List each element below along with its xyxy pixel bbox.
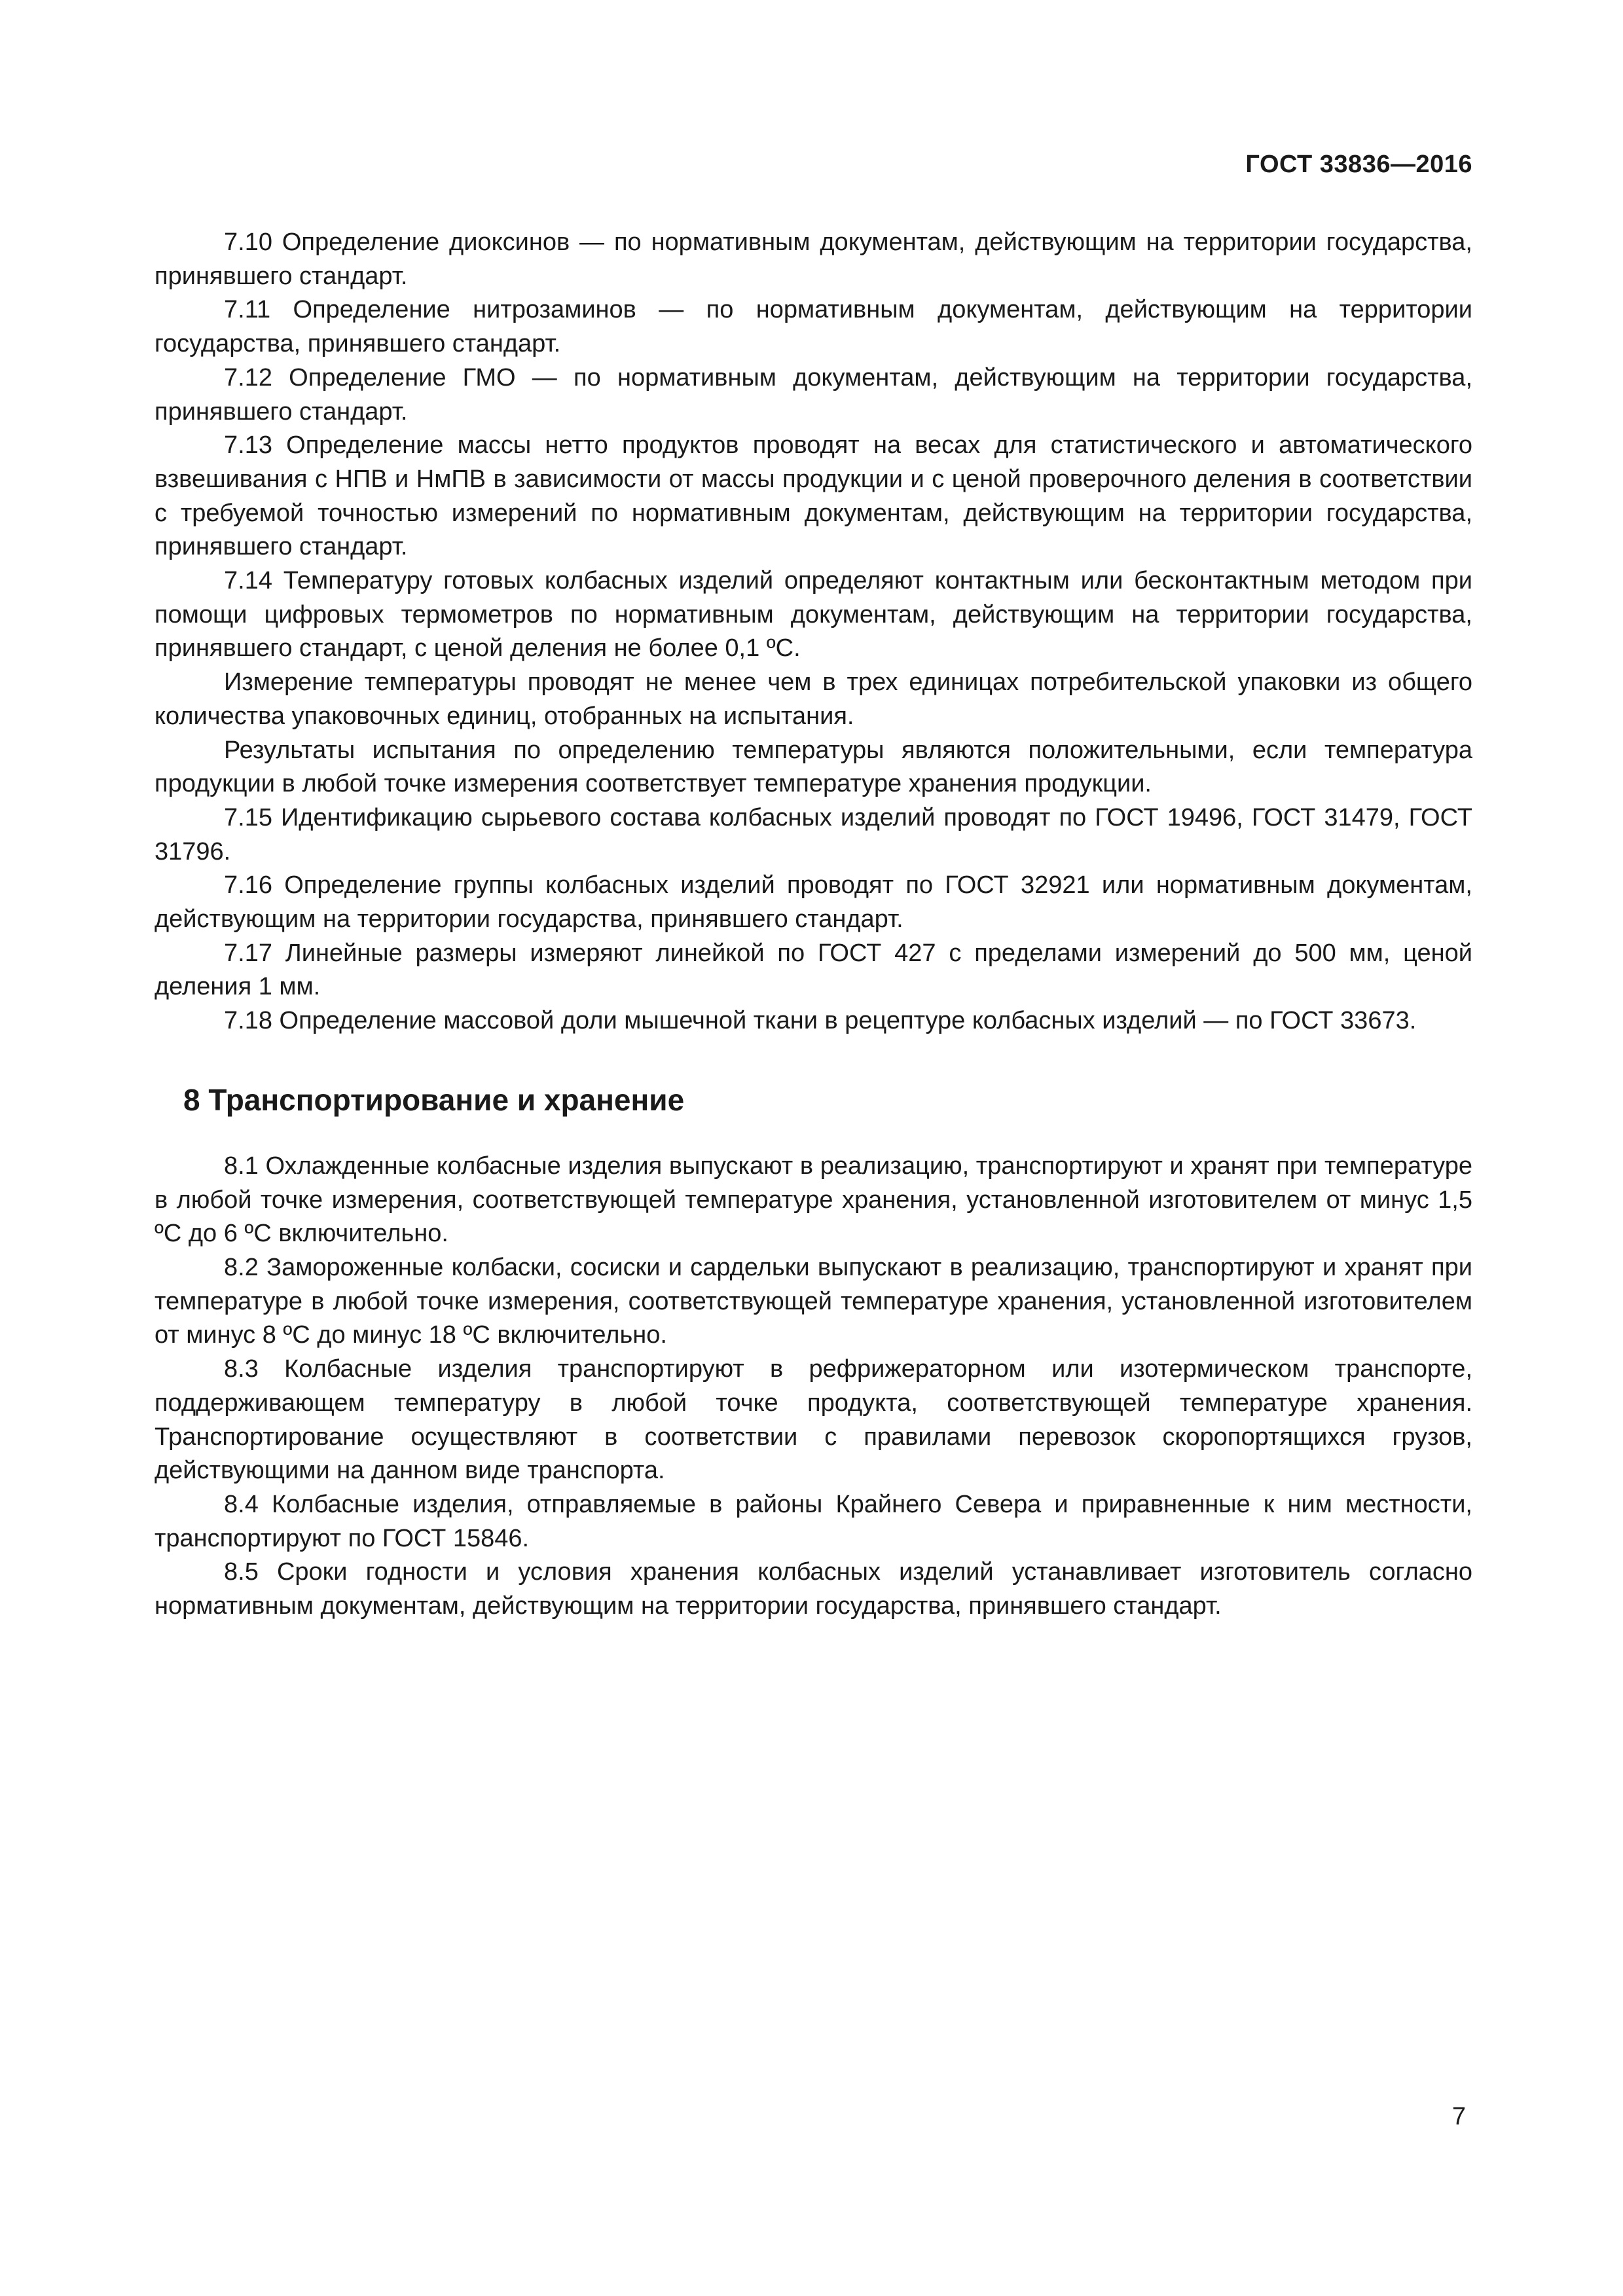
paragraph-7-16: 7.16 Определение группы колбасных изделий проводят по ГОСТ 32921 или нормативным документам, действующим на территории государства, принявшего стандарт.	[155, 871, 1472, 934]
page-number: 7	[1451, 2103, 1466, 2130]
paragraph-7-11: 7.11 Определение нитрозаминов — по нормативным документам, действующим на территории государства, принявшего стандарт.	[155, 296, 1472, 358]
paragraph-7-12: 7.12 Определение ГМО — по нормативным документам, действующим на территории государства, принявшего стандарт.	[155, 363, 1472, 426]
document-code-header: ГОСТ 33836—2016	[1245, 151, 1472, 178]
paragraph-8-2: 8.2 Замороженные колбаски, сосиски и сардельки выпускают в реализацию, транспортируют и хранят при температуре в любой точке измерения, соответствующей температуре хранения, установленной изготовителем от минус 8 ºС до минус 18 ºС включительно.	[155, 1253, 1472, 1349]
paragraph-7-18: 7.18 Определение массовой доли мышечной ткани в рецептуре колбасных изделий — по ГОСТ 33673.	[224, 1007, 1417, 1035]
paragraph-8-3: 8.3 Колбасные изделия транспортируют в рефрижераторном или изотермическом транспорте, поддерживающем температуру в любой точке продукта, соответствующей температуре хранения. Транспортирование осуществляют в соответствии с правилами перевозок скоропортящихся грузов, действующими на данном виде транспорта.	[155, 1355, 1472, 1485]
page-body	[155, 226, 1472, 1624]
paragraph-7-14-measurement: Измерение температуры проводят не менее чем в трех единицах потребительской упаковки из общего количества упаковочных единиц, отобранных на испытания.	[155, 668, 1472, 730]
paragraph-7-15: 7.15 Идентификацию сырьевого состава колбасных изделий проводят по ГОСТ 19496, ГОСТ 31479, ГОСТ 31796.	[155, 803, 1472, 866]
paragraph-7-10: 7.10 Определение диоксинов — по нормативным документам, действующим на территории государства, принявшего стандарт.	[155, 228, 1472, 290]
paragraph-8-5: 8.5 Сроки годности и условия хранения колбасных изделий устанавливает изготовитель согласно нормативным документам, действующим на территории государства, принявшего стандарт.	[155, 1558, 1472, 1620]
paragraph-7-14-results: Результаты испытания по определению температуры являются положительными, если температура продукции в любой точке измерения соответствует температуре хранения продукции.	[155, 736, 1472, 798]
paragraph-7-17: 7.17 Линейные размеры измеряют линейкой по ГОСТ 427 с пределами измерений до 500 мм, ценой деления 1 мм.	[155, 939, 1472, 1001]
paragraph-8-4: 8.4 Колбасные изделия, отправляемые в районы Крайнего Севера и приравненные к ним местности, транспортируют по ГОСТ 15846.	[155, 1490, 1472, 1552]
section-8-heading: 8 Транспортирование и хранение	[183, 1082, 685, 1117]
paragraph-7-13: 7.13 Определение массы нетто продуктов проводят на весах для статистического и автоматического взвешивания с НПВ и НмПВ в зависимости от массы продукции и с ценой проверочного деления в соответствии с требуемой точностью измерений по нормативным документам, действующим на территории государства, принявшего стандарт.	[155, 431, 1472, 561]
paragraph-7-14: 7.14 Температуру готовых колбасных изделий определяют контактным или бесконтактным методом при помощи цифровых термометров по нормативным документам, действующим на территории государства, принявшего стандарт, с ценой деления не более 0,1 ºС.	[155, 567, 1472, 663]
paragraph-8-1: 8.1 Охлажденные колбасные изделия выпускают в реализацию, транспортируют и хранят при температуре в любой точке измерения, соответствующей температуре хранения, установленной изготовителем от минус 1,5 ºС до 6 ºС включительно.	[155, 1152, 1472, 1248]
